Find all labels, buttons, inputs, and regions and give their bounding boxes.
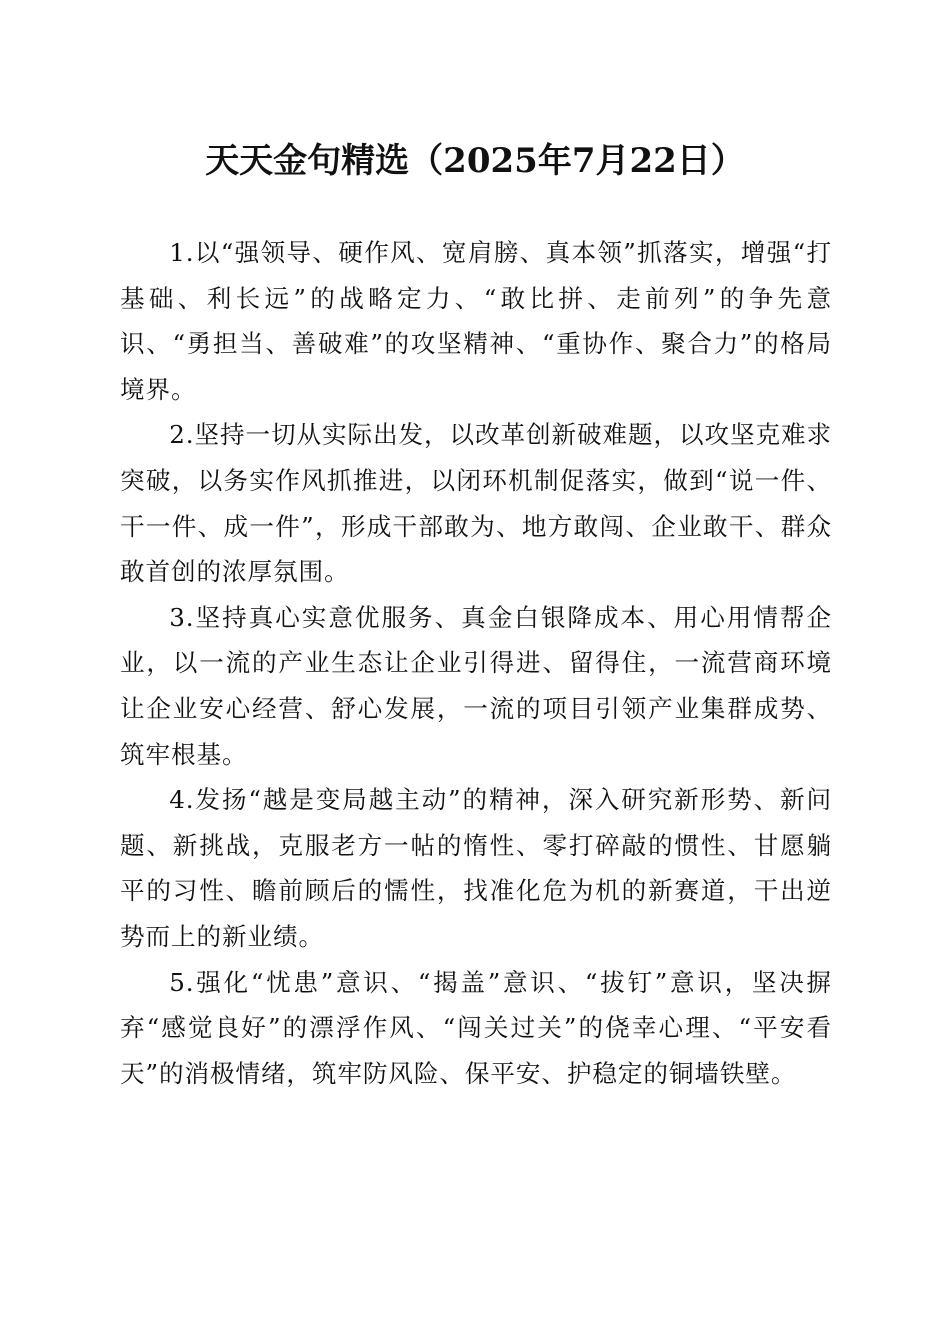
document-body: [120, 230, 832, 1096]
paragraph-1: 1.以“强领导、硬作风、宽肩膀、真本领”抓落实，增强“打基础、利长远”的战略定力、“敢比拼、走前列”的争先意识、“勇担当、善破难”的攻坚精神、“重协作、聚合力”的格局境界。: [120, 238, 832, 404]
paragraph-3: 3.坚持真心实意优服务、真金白银降成本、用心用情帮企业，以一流的产业生态让企业引得进、留得住，一流营商环境让企业安心经营、舒心发展，一流的项目引领产业集群成势、筑牢根基。: [120, 602, 832, 769]
paragraph-4: 4.发扬“越是变局越主动”的精神，深入研究新形势、新问题、新挑战，克服老方一帖的惰性、零打碎敲的惯性、甘愿躺平的习性、瞻前顾后的懦性，找准化危为机的新赛道，干出逆势而上的新业绩。: [120, 785, 832, 951]
document-title: 天天金句精选（2025年7月22日）: [205, 141, 745, 181]
paragraph-5: 5.强化“忧患”意识、“揭盖”意识、“拔钉”意识，坚决摒弃“感觉良好”的漂浮作风、“闯关过关”的侥幸心理、“平安看天”的消极情绪，筑牢防风险、保平安、护稳定的铜墙铁壁。: [120, 967, 832, 1088]
paragraph-2: 2.坚持一切从实际出发，以改革创新破难题，以攻坚克难求突破，以务实作风抓推进，以闭环机制促落实，做到“说一件、干一件、成一件”，形成干部敢为、地方敢闯、企业敢干、群众敢首创的浓厚氛围。: [120, 420, 832, 587]
